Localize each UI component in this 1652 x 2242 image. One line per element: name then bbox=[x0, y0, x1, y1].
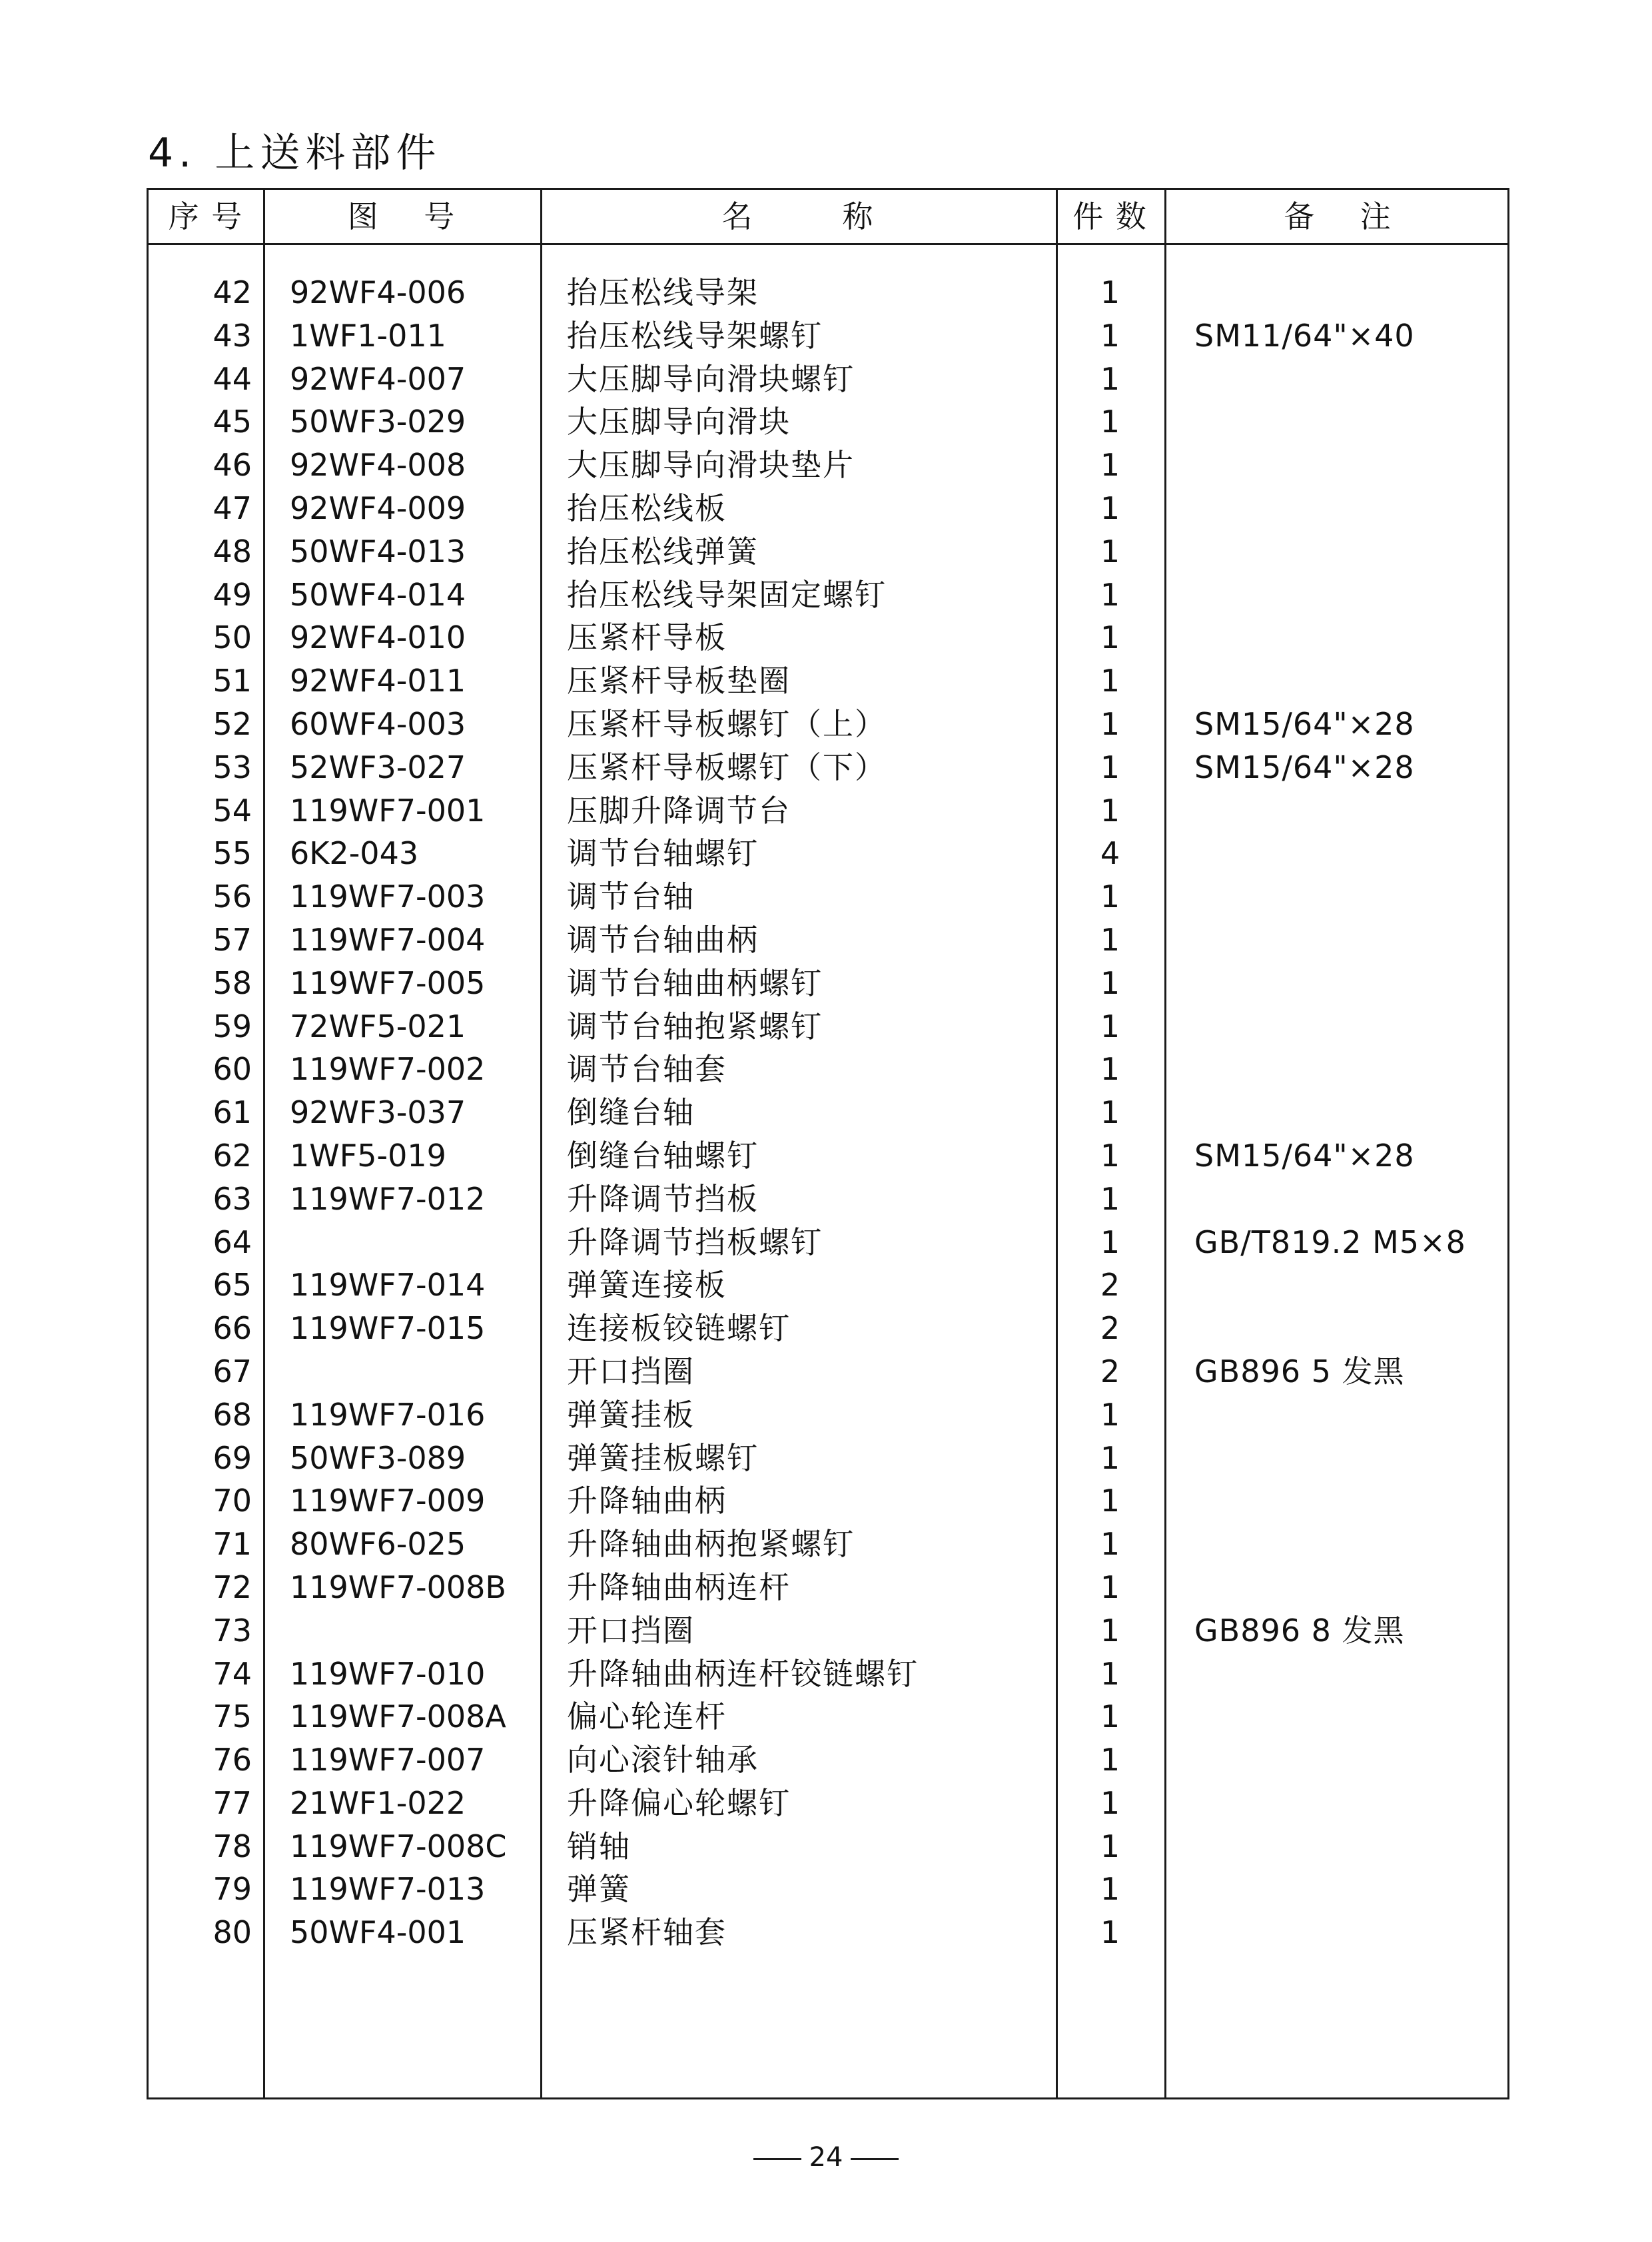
cell-remarks: SM15/64"×28 bbox=[1194, 705, 1415, 742]
cell-part-name: 弹簧 bbox=[567, 1871, 631, 1908]
table-row bbox=[149, 1695, 1507, 1738]
cell-part-code: 119WF7-005 bbox=[290, 964, 486, 1001]
header-remarks: 备 注 bbox=[1284, 198, 1392, 234]
cell-serial-no: 69 bbox=[212, 1439, 252, 1476]
table-body bbox=[149, 271, 1507, 1954]
table-row bbox=[149, 616, 1507, 659]
cell-quantity: 2 bbox=[1100, 1310, 1120, 1347]
cell-part-code: 119WF7-008A bbox=[290, 1698, 506, 1735]
table-row bbox=[149, 271, 1507, 314]
cell-serial-no: 68 bbox=[212, 1396, 252, 1433]
cell-quantity: 1 bbox=[1100, 705, 1120, 742]
table-row bbox=[149, 1307, 1507, 1350]
cell-quantity: 1 bbox=[1100, 1828, 1120, 1864]
table-row bbox=[149, 1911, 1507, 1954]
header-divider bbox=[149, 243, 1507, 245]
cell-part-name: 销轴 bbox=[567, 1828, 631, 1864]
cell-part-name: 倒缝台轴 bbox=[567, 1094, 695, 1131]
cell-quantity: 1 bbox=[1100, 1698, 1120, 1735]
table-row bbox=[149, 1566, 1507, 1609]
cell-serial-no: 75 bbox=[212, 1698, 252, 1735]
cell-remarks: SM15/64"×28 bbox=[1194, 749, 1415, 785]
cell-quantity: 1 bbox=[1100, 1396, 1120, 1433]
table-row bbox=[149, 789, 1507, 833]
cell-serial-no: 76 bbox=[212, 1742, 252, 1778]
cell-serial-no: 61 bbox=[212, 1094, 252, 1131]
cell-remarks: GB896 8 发黑 bbox=[1194, 1612, 1405, 1649]
cell-part-name: 升降轴曲柄抱紧螺钉 bbox=[567, 1526, 855, 1563]
cell-remarks: SM11/64"×40 bbox=[1194, 317, 1415, 354]
cell-part-name: 调节台轴曲柄螺钉 bbox=[567, 964, 823, 1001]
table-row bbox=[149, 1350, 1507, 1393]
cell-part-code: 50WF4-001 bbox=[290, 1914, 466, 1951]
cell-quantity: 1 bbox=[1100, 749, 1120, 785]
cell-serial-no: 51 bbox=[212, 663, 252, 699]
cell-part-code: 50WF4-013 bbox=[290, 533, 466, 569]
cell-serial-no: 43 bbox=[212, 317, 252, 354]
cell-part-name: 抬压松线导架螺钉 bbox=[567, 317, 823, 354]
table-row bbox=[149, 703, 1507, 746]
cell-quantity: 1 bbox=[1100, 317, 1120, 354]
cell-serial-no: 74 bbox=[212, 1655, 252, 1692]
page-footer bbox=[0, 2141, 1652, 2174]
cell-quantity: 1 bbox=[1100, 1655, 1120, 1692]
header-part-code: 图 号 bbox=[347, 198, 456, 234]
cell-part-code: 92WF3-037 bbox=[290, 1094, 466, 1131]
cell-serial-no: 62 bbox=[212, 1137, 252, 1174]
table-row bbox=[149, 400, 1507, 444]
cell-part-name: 压紧杆导板螺钉（上） bbox=[567, 705, 887, 742]
cell-part-code: 1WF5-019 bbox=[290, 1137, 446, 1174]
cell-quantity: 1 bbox=[1100, 619, 1120, 656]
cell-serial-no: 70 bbox=[212, 1483, 252, 1519]
cell-quantity: 1 bbox=[1100, 921, 1120, 958]
cell-serial-no: 46 bbox=[212, 447, 252, 484]
cell-part-code: 72WF5-021 bbox=[290, 1008, 466, 1044]
cell-part-code: 60WF4-003 bbox=[290, 705, 466, 742]
table-row bbox=[149, 1437, 1507, 1480]
cell-serial-no: 56 bbox=[212, 879, 252, 915]
cell-part-code: 92WF4-010 bbox=[290, 619, 466, 656]
header-serial-no: 序 号 bbox=[168, 198, 244, 234]
cell-part-name: 大压脚导向滑块螺钉 bbox=[567, 360, 855, 397]
cell-quantity: 1 bbox=[1100, 1008, 1120, 1044]
cell-part-name: 升降偏心轮螺钉 bbox=[567, 1784, 791, 1821]
cell-serial-no: 58 bbox=[212, 964, 252, 1001]
cell-part-name: 压紧杆导板垫圈 bbox=[567, 663, 791, 699]
table-row bbox=[149, 746, 1507, 789]
cell-quantity: 1 bbox=[1100, 792, 1120, 829]
cell-quantity: 1 bbox=[1100, 1784, 1120, 1821]
cell-part-name: 连接板铰链螺钉 bbox=[567, 1310, 791, 1347]
table-row bbox=[149, 1479, 1507, 1523]
cell-part-name: 抬压松线板 bbox=[567, 490, 727, 526]
cell-serial-no: 72 bbox=[212, 1569, 252, 1605]
cell-quantity: 1 bbox=[1100, 663, 1120, 699]
cell-part-name: 调节台轴 bbox=[567, 879, 695, 915]
table-row bbox=[149, 1005, 1507, 1048]
cell-serial-no: 42 bbox=[212, 274, 252, 310]
cell-part-name: 调节台轴套 bbox=[567, 1051, 727, 1088]
cell-part-name: 调节台轴曲柄 bbox=[567, 921, 759, 958]
cell-quantity: 1 bbox=[1100, 1094, 1120, 1131]
cell-part-code: 119WF7-009 bbox=[290, 1483, 486, 1519]
cell-serial-no: 63 bbox=[212, 1180, 252, 1217]
table-row bbox=[149, 919, 1507, 962]
cell-serial-no: 53 bbox=[212, 749, 252, 785]
cell-serial-no: 66 bbox=[212, 1310, 252, 1347]
cell-quantity: 1 bbox=[1100, 1051, 1120, 1088]
cell-quantity: 1 bbox=[1100, 1483, 1120, 1519]
cell-quantity: 2 bbox=[1100, 1267, 1120, 1304]
table-row bbox=[149, 1609, 1507, 1653]
cell-quantity: 1 bbox=[1100, 1569, 1120, 1605]
cell-part-code: 119WF7-016 bbox=[290, 1396, 486, 1433]
cell-part-name: 调节台轴抱紧螺钉 bbox=[567, 1008, 823, 1044]
cell-serial-no: 67 bbox=[212, 1353, 252, 1389]
cell-part-name: 调节台轴螺钉 bbox=[567, 835, 759, 872]
cell-quantity: 1 bbox=[1100, 1914, 1120, 1951]
page-number: 24 bbox=[809, 2142, 843, 2173]
cell-part-code: 119WF7-007 bbox=[290, 1742, 486, 1778]
cell-part-name: 弹簧连接板 bbox=[567, 1267, 727, 1304]
cell-part-code: 119WF7-014 bbox=[290, 1267, 486, 1304]
cell-part-code: 92WF4-009 bbox=[290, 490, 466, 526]
cell-part-name: 倒缝台轴螺钉 bbox=[567, 1137, 759, 1174]
cell-serial-no: 45 bbox=[212, 404, 252, 440]
cell-part-name: 压脚升降调节台 bbox=[567, 792, 791, 829]
cell-part-name: 压紧杆轴套 bbox=[567, 1914, 727, 1951]
table-row bbox=[149, 487, 1507, 530]
header-part-name: 名 称 bbox=[721, 198, 875, 234]
cell-serial-no: 77 bbox=[212, 1784, 252, 1821]
cell-part-code: 119WF7-015 bbox=[290, 1310, 486, 1347]
cell-part-code: 92WF4-008 bbox=[290, 447, 466, 484]
cell-serial-no: 59 bbox=[212, 1008, 252, 1044]
cell-part-name: 升降轴曲柄连杆 bbox=[567, 1569, 791, 1605]
cell-quantity: 2 bbox=[1100, 1353, 1120, 1389]
cell-serial-no: 57 bbox=[212, 921, 252, 958]
cell-part-name: 弹簧挂板螺钉 bbox=[567, 1439, 759, 1476]
table-row bbox=[149, 1523, 1507, 1566]
footer-dash bbox=[851, 2158, 899, 2160]
cell-part-name: 升降调节挡板螺钉 bbox=[567, 1224, 823, 1260]
cell-quantity: 1 bbox=[1100, 1439, 1120, 1476]
table-row bbox=[149, 832, 1507, 875]
cell-quantity: 1 bbox=[1100, 490, 1120, 526]
cell-part-code: 119WF7-001 bbox=[290, 792, 486, 829]
cell-part-name: 开口挡圈 bbox=[567, 1612, 695, 1649]
cell-serial-no: 47 bbox=[212, 490, 252, 526]
cell-part-name: 升降轴曲柄 bbox=[567, 1483, 727, 1519]
table-row bbox=[149, 1868, 1507, 1911]
cell-serial-no: 44 bbox=[212, 360, 252, 397]
cell-part-code: 119WF7-003 bbox=[290, 879, 486, 915]
table-row bbox=[149, 659, 1507, 703]
cell-part-name: 压紧杆导板 bbox=[567, 619, 727, 656]
cell-part-code: 119WF7-002 bbox=[290, 1051, 486, 1088]
cell-part-name: 升降轴曲柄连杆铰链螺钉 bbox=[567, 1655, 919, 1692]
cell-part-name: 压紧杆导板螺钉（下） bbox=[567, 749, 887, 785]
cell-quantity: 1 bbox=[1100, 1742, 1120, 1778]
cell-serial-no: 65 bbox=[212, 1267, 252, 1304]
table-row bbox=[149, 1134, 1507, 1178]
cell-remarks: GB/T819.2 M5×8 bbox=[1194, 1224, 1466, 1260]
cell-part-code: 119WF7-013 bbox=[290, 1871, 486, 1908]
table-row bbox=[149, 1653, 1507, 1696]
cell-quantity: 1 bbox=[1100, 1526, 1120, 1563]
cell-part-name: 升降调节挡板 bbox=[567, 1180, 759, 1217]
cell-serial-no: 54 bbox=[212, 792, 252, 829]
cell-part-name: 向心滚针轴承 bbox=[567, 1742, 759, 1778]
table-row bbox=[149, 530, 1507, 573]
cell-part-name: 抬压松线导架 bbox=[567, 274, 759, 310]
cell-quantity: 1 bbox=[1100, 1137, 1120, 1174]
table-row bbox=[149, 875, 1507, 919]
cell-serial-no: 48 bbox=[212, 533, 252, 569]
table-row bbox=[149, 1221, 1507, 1264]
cell-quantity: 4 bbox=[1100, 835, 1120, 872]
table-row bbox=[149, 573, 1507, 617]
cell-part-name: 偏心轮连杆 bbox=[567, 1698, 727, 1735]
table-row bbox=[149, 1825, 1507, 1868]
table-row bbox=[149, 962, 1507, 1005]
cell-part-code: 119WF7-010 bbox=[290, 1655, 486, 1692]
cell-quantity: 1 bbox=[1100, 404, 1120, 440]
table-row bbox=[149, 1393, 1507, 1437]
cell-part-code: 92WF4-011 bbox=[290, 663, 466, 699]
cell-quantity: 1 bbox=[1100, 360, 1120, 397]
cell-part-name: 弹簧挂板 bbox=[567, 1396, 695, 1433]
table-row bbox=[149, 314, 1507, 358]
cell-quantity: 1 bbox=[1100, 576, 1120, 613]
header-quantity: 件 数 bbox=[1072, 198, 1148, 234]
cell-serial-no: 64 bbox=[212, 1224, 252, 1260]
footer-dash bbox=[753, 2158, 801, 2160]
cell-quantity: 1 bbox=[1100, 533, 1120, 569]
cell-part-code: 6K2-043 bbox=[290, 835, 419, 872]
cell-quantity: 1 bbox=[1100, 1871, 1120, 1908]
cell-quantity: 1 bbox=[1100, 274, 1120, 310]
cell-part-code: 21WF1-022 bbox=[290, 1784, 466, 1821]
cell-quantity: 1 bbox=[1100, 964, 1120, 1001]
cell-serial-no: 55 bbox=[212, 835, 252, 872]
table-row bbox=[149, 1738, 1507, 1782]
table-row bbox=[149, 1091, 1507, 1134]
cell-part-name: 大压脚导向滑块垫片 bbox=[567, 447, 855, 484]
cell-quantity: 1 bbox=[1100, 1180, 1120, 1217]
cell-part-name: 开口挡圈 bbox=[567, 1353, 695, 1389]
cell-serial-no: 78 bbox=[212, 1828, 252, 1864]
table-row bbox=[149, 444, 1507, 487]
section-title: 4. 上送料部件 bbox=[148, 130, 442, 177]
cell-part-code: 92WF4-007 bbox=[290, 360, 466, 397]
cell-part-code: 50WF3-089 bbox=[290, 1439, 466, 1476]
cell-serial-no: 52 bbox=[212, 705, 252, 742]
cell-part-code: 119WF7-004 bbox=[290, 921, 486, 958]
cell-remarks: GB896 5 发黑 bbox=[1194, 1353, 1405, 1389]
table-row bbox=[149, 358, 1507, 401]
table-row bbox=[149, 1264, 1507, 1307]
cell-serial-no: 71 bbox=[212, 1526, 252, 1563]
cell-serial-no: 79 bbox=[212, 1871, 252, 1908]
cell-part-name: 大压脚导向滑块 bbox=[567, 404, 791, 440]
cell-part-name: 抬压松线弹簧 bbox=[567, 533, 759, 569]
cell-serial-no: 50 bbox=[212, 619, 252, 656]
table-row bbox=[149, 1178, 1507, 1221]
table-row bbox=[149, 1782, 1507, 1825]
table-row bbox=[149, 1048, 1507, 1091]
cell-remarks: SM15/64"×28 bbox=[1194, 1137, 1415, 1174]
cell-quantity: 1 bbox=[1100, 447, 1120, 484]
cell-serial-no: 80 bbox=[212, 1914, 252, 1951]
cell-serial-no: 60 bbox=[212, 1051, 252, 1088]
cell-part-code: 80WF6-025 bbox=[290, 1526, 466, 1563]
cell-part-code: 52WF3-027 bbox=[290, 749, 466, 785]
parts-table bbox=[147, 188, 1509, 2099]
cell-part-code: 50WF3-029 bbox=[290, 404, 466, 440]
cell-part-code: 1WF1-011 bbox=[290, 317, 446, 354]
cell-serial-no: 73 bbox=[212, 1612, 252, 1649]
cell-part-code: 119WF7-012 bbox=[290, 1180, 486, 1217]
cell-part-code: 92WF4-006 bbox=[290, 274, 466, 310]
cell-part-code: 119WF7-008C bbox=[290, 1828, 507, 1864]
cell-serial-no: 49 bbox=[212, 576, 252, 613]
cell-part-name: 抬压松线导架固定螺钉 bbox=[567, 576, 887, 613]
cell-quantity: 1 bbox=[1100, 1612, 1120, 1649]
cell-quantity: 1 bbox=[1100, 1224, 1120, 1260]
cell-part-code: 119WF7-008B bbox=[290, 1569, 506, 1605]
cell-quantity: 1 bbox=[1100, 879, 1120, 915]
cell-part-code: 50WF4-014 bbox=[290, 576, 466, 613]
